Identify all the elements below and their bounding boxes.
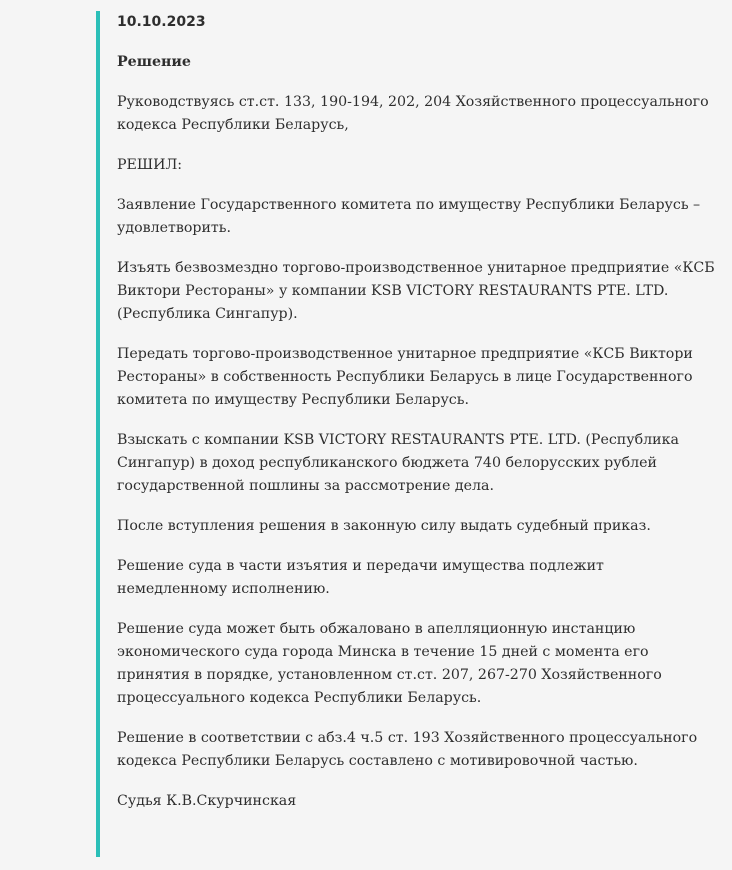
paragraph-legal-basis: Руководствуясь ст.ст. 133, 190-194, 202, 204 Хозяйственного процессуального кодекса Республики Беларусь,	[117, 94, 709, 133]
paragraph-court-order: После вступления решения в законную силу выдать судебный приказ.	[117, 518, 651, 534]
paragraph-resolved: РЕШИЛ:	[117, 157, 183, 173]
paragraph-state-fee: Взыскать с компании KSB VICTORY RESTAURANTS PTE. LTD. (Республика Сингапур) в доход республиканского бюджета 740 белорусских рублей государственной пошлины за рассмотрение дела.	[117, 432, 679, 494]
judge-signature: Судья К.В.Скурчинская	[117, 793, 297, 809]
quote-accent-bar	[96, 11, 100, 857]
paragraph-immediate-execution: Решение суда в части изъятия и передачи имущества подлежит немедленному исполнению.	[117, 558, 604, 597]
decision-date: 10.10.2023	[117, 14, 206, 30]
paragraph-transfer-ownership: Передать торгово-производственное унитарное предприятие «КСБ Виктори Рестораны» в собственность Республики Беларусь в лице Государственного комитета по имуществу Республики Беларусь.	[117, 346, 693, 408]
paragraph-claim-granted: Заявление Государственного комитета по имуществу Республики Беларусь – удовлетворить.	[117, 197, 701, 236]
decision-heading: Решение	[117, 54, 191, 70]
court-decision-text	[117, 11, 717, 813]
paragraph-motivation: Решение в соответствии с абз.4 ч.5 ст. 193 Хозяйственного процессуального кодекса Республики Беларусь составлено с мотивировочной частью.	[117, 730, 698, 769]
paragraph-appeal: Решение суда может быть обжаловано в апелляционную инстанцию экономического суда города Минска в течение 15 дней с момента его принятия в порядке, установленном ст.ст. 207, 267-270 Хозяйственного процессуального кодекса Республики Беларусь.	[117, 621, 662, 706]
paragraph-seize-enterprise: Изъять безвозмездно торгово-производственное унитарное предприятие «КСБ Виктори Рестораны» у компании KSB VICTORY RESTAURANTS PTE. LTD. (Республика Сингапур).	[117, 260, 715, 322]
